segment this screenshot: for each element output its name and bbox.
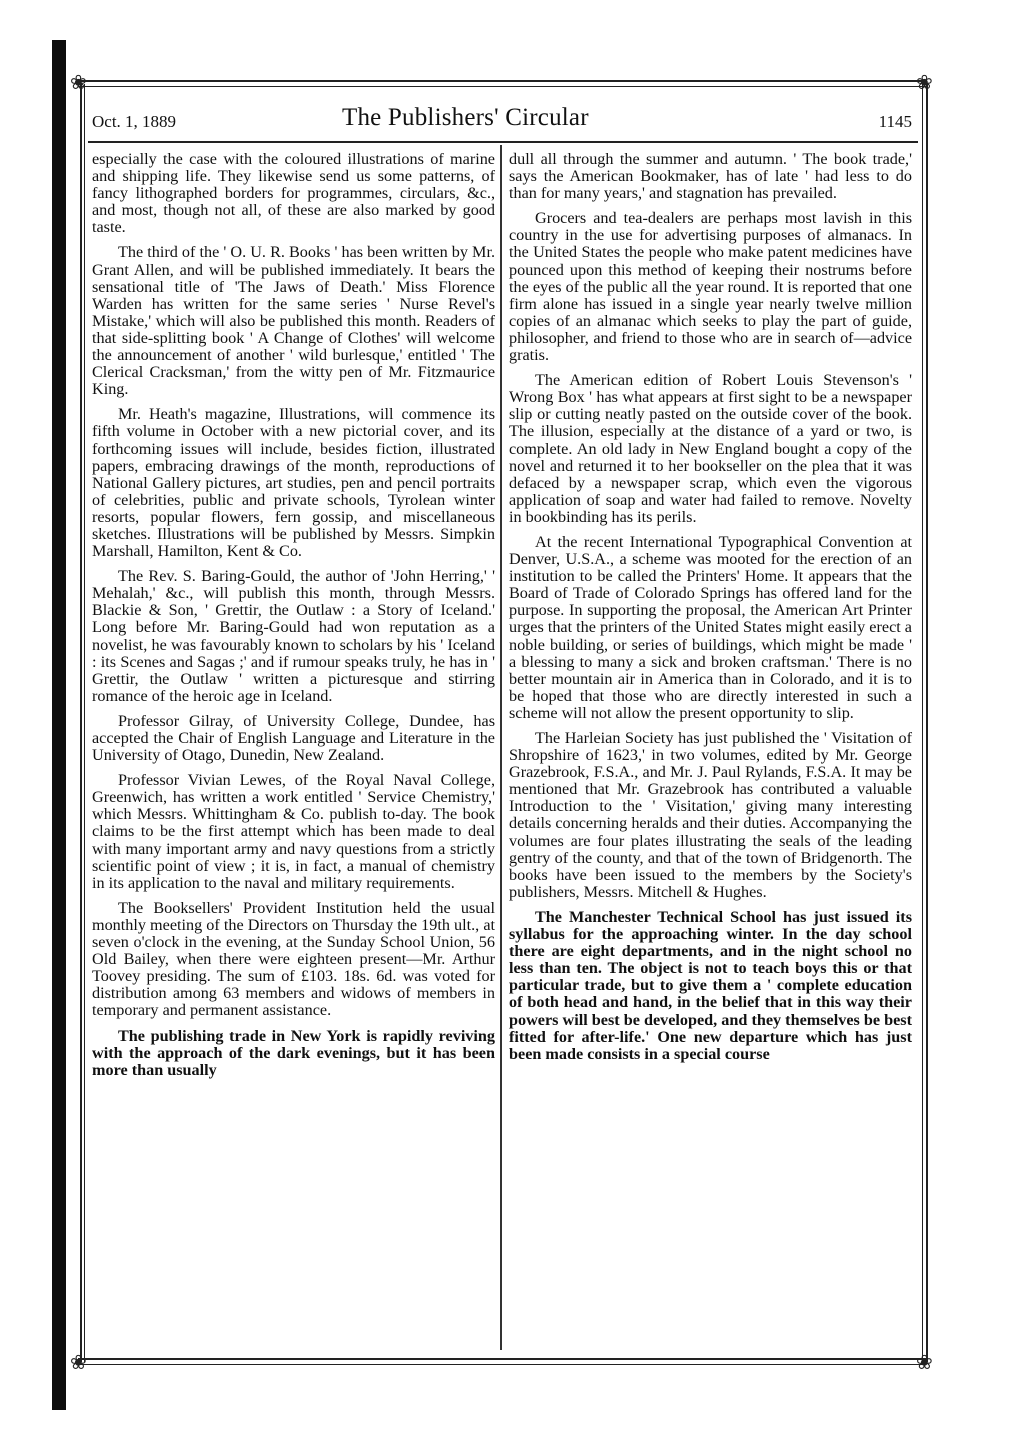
paragraph-harleian-society: The Harleian Society has just published the ' Visitation of Shropshire of 1623,' in two volumes, edited by Mr. George Grazebrook, F.S.A., and Mr. J. Paul Rylands, F.S.A. It may be mentioned that Mr. Grazebrook has contributed a valuable Introduction to the ' Visitation,' giving many interesting details concerning heralds and their duties. Accompanying the volumes are four plates illustrating the seals of the leading gentry of the county, and that of the town of Bridgenorth. The books have been issued to the members by the Society's publishers, Messrs. Mitchell & Hughes. (509, 729, 912, 901)
running-header (92, 104, 912, 136)
top-left-ornament-icon: ❀ (70, 70, 87, 94)
paragraph-our-books: The third of the ' O. U. R. Books ' has been written by Mr. Grant Allen, and will be published immediately. It bears the sensational title of 'The Jaws of Death.' Miss Florence Warden has written for the same series ' Nurse Revel's Mistake,' which will also be published this month. Readers of that side-splitting book ' A Change of Clothes' will welcome the announcement of another ' wild burlesque,' entitled ' The Clerical Cracksman,' from the witty pen of Mr. Fitzmaurice King. (92, 243, 495, 399)
paragraph-almanacs: Grocers and tea-dealers are perhaps most lavish in this country in the use for advertising purposes of almanacs. In the United States the people who make patent medicines have pounced upon this method of keeping their nostrums before the eyes of the public all the year round. It is reported that one firm alone has issued in a single year nearly twelve million copies of an almanac which seeks to play the part of guide, philosopher, and friend to those who are in search of—advice gratis. (509, 209, 912, 365)
left-rule-inner (84, 84, 85, 1362)
left-column (92, 151, 495, 1087)
publication-title: The Publishers' Circular (342, 104, 589, 131)
paragraph-heaths-magazine: Mr. Heath's magazine, Illustrations, will commence its fifth volume in October with a new pictorial cover, and its forthcoming issues will include, besides fiction, illustrated papers, embracing drawings of the month, reproductions of National Gallery pictures, art studies, pen and pencil portraits of celebrities, public and private schools, Tyrolean winter resorts, popular flowers, fern gossip, and miscellaneous sketches. Illustrations will be published by Messrs. Simpkin Marshall, Hamilton, Kent & Co. (92, 405, 495, 561)
paragraph-new-york-trade: The publishing trade in New York is rapidly reviving with the approach of the dark evenings, but it has been more than usually (92, 1026, 495, 1079)
paragraph-printers-home: At the recent International Typographical Convention at Denver, U.S.A., a scheme was mooted for the erection of an institution to be called the Printers' Home. It appears that the Board of Trade of Colorado Springs has offered land for the purpose. In supporting the proposal, the American Art Printer urges that the printers of the United States might easily erect a noble building, or series of buildings, which might be made ' a blessing to many a sick and broken craftsman.' There is no better mountain air in America than in Colorado, and it is to be hoped that those who are directly interested in such a scheme will not allow the present opportunity to slip. (509, 532, 912, 722)
top-rule-inner (78, 86, 926, 87)
paragraph-professor-lewes: Professor Vivian Lewes, of the Royal Naval College, Greenwich, has written a work entitled ' Service Chemistry,' which Messrs. Whittingham & Co. publish to-day. The book claims to be the first attempt which has been made to deal with many important army and navy questions from a strictly scientific point of view ; it is, in fact, a manual of chemistry in its application to the naval and military requirements. (92, 771, 495, 892)
right-rule (926, 84, 928, 1362)
paragraph-wrong-box: The American edition of Robert Louis Stevenson's ' Wrong Box ' has what appears at first sight to be a newspaper slip or cutting neatly pasted on the outside cover of the book. The illusion, especially at the distance of a yard or two, is complete. An old lady in New England bought a copy of the novel and returned it to her bookseller on the plea that it was defaced by a newspaper scrap, which even the vigorous application of soap and water had failed to remove. Novelty in bookbinding has its perils. (509, 371, 912, 526)
bottom-right-ornament-icon: ❀ (916, 1350, 933, 1374)
bottom-rule-outer (78, 1358, 926, 1360)
paragraph-baring-gould: The Rev. S. Baring-Gould, the author of 'John Herring,' ' Mehalah,' &c., will publish this month, through Messrs. Blackie & Son, ' Grettir, the Outlaw : a Story of Iceland.' Long before Mr. Baring-Gould had won reputation as a novelist, he was favourably known to scholars by his ' Iceland : its Scenes and Sagas ;' and if rumour speaks truly, he has in ' Grettir, the Outlaw ' written a picturesque and stirring romance of the heroic age in Iceland. (92, 567, 495, 705)
right-column (509, 151, 912, 1071)
paragraph-booksellers-provident: The Booksellers' Provident Institution held the usual monthly meeting of the Directors on Thursday the 19th ult., at seven o'clock in the evening, at the Sunday School Union, 56 Old Bailey, when there were eighteen present—Mr. Arthur Toovey presiding. The sum of £103. 18s. 6d. was voted for distribution among 63 members and widows of members in temporary and permanent assistance. (92, 898, 495, 1020)
header-rule (88, 141, 918, 143)
paragraph-professor-gilray: Professor Gilray, of University College, Dundee, has accepted the Chair of English Language and Literature in the University of Otago, Dunedin, New Zealand. (92, 711, 495, 765)
column-divider (500, 145, 502, 1350)
paragraph-manchester-technical-school: The Manchester Technical School has just issued its syllabus for the approaching winter. In the day school there are eight departments, and in the night school no less than ten. The object is not to teach boys this or that particular trade, but to give them a ' complete education of both head and hand, in the belief that in this way their powers will best be developed, and they themselves be best fitted for after-life.' One new departure which has just been made consists in a special course (509, 907, 912, 1063)
left-rule (80, 84, 82, 1362)
binding-spine (52, 40, 66, 1410)
page-number: 1145 (878, 112, 912, 131)
paragraph-book-trade-dull: dull all through the summer and autumn. ' The book trade,' says the American Bookmaker, has of late ' had less to do than for many years,' and stagnation has prevailed. (509, 150, 912, 203)
paragraph-continued-illustrations: especially the case with the coloured illustrations of marine and shipping life. They likewise send us some patterns, of fancy lithographed borders for programmes, circulars, &c., and most, though not all, of these are also marked by good taste. (92, 150, 495, 237)
right-rule-inner (922, 84, 923, 1362)
issue-date: Oct. 1, 1889 (92, 112, 177, 131)
top-rule-outer (78, 80, 926, 82)
top-right-ornament-icon: ❀ (916, 70, 933, 94)
bottom-left-ornament-icon: ❀ (70, 1350, 87, 1374)
bottom-rule-inner (78, 1364, 926, 1365)
